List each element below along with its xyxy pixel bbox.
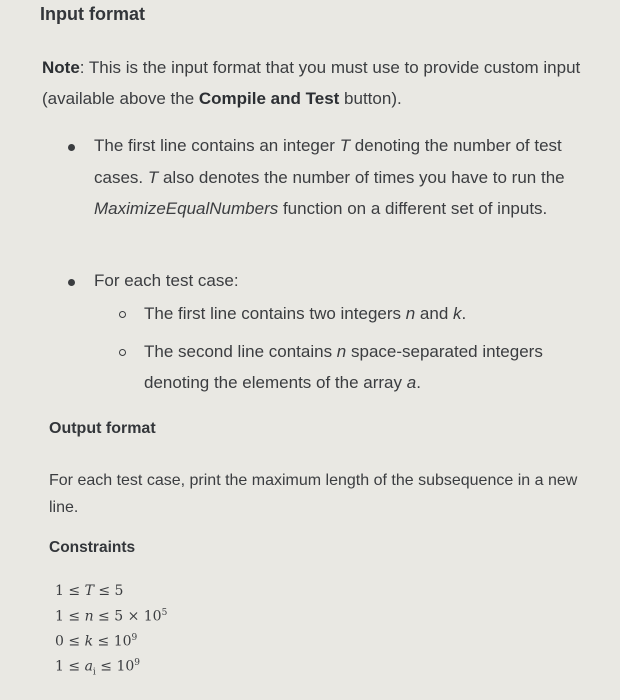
constraint-lo: 1 [55, 658, 64, 675]
constraint-sub: i [92, 667, 96, 678]
constraint-hi: 5 [114, 583, 124, 599]
output-format-text: For each test case, print the maximum length of the subsequence in a new line. [49, 472, 578, 516]
bullet-each-test-case: For each test case: [94, 271, 239, 290]
sub-bullet-text: The second line contains [144, 342, 337, 361]
sub-bullet-ring [119, 349, 126, 356]
note-label: Note [42, 58, 80, 77]
bullet-dot [68, 144, 75, 151]
bullet-text: The first line contains an integer [94, 136, 340, 155]
constraint-op: ≤ [93, 633, 114, 650]
variable-k: k [453, 304, 462, 323]
bullet-dot [68, 279, 75, 286]
constraint-var: k [84, 633, 94, 650]
constraint-op: ≤ [63, 583, 85, 599]
variable-n: n [405, 304, 416, 323]
sub-bullet-text: space-separated integers denoting the elements of the array [144, 342, 543, 392]
note-text-1: : This is the input format that you must use to provide custom input (available above the [42, 58, 581, 108]
constraint-k [55, 633, 137, 650]
note-text-2: button). [339, 89, 402, 108]
constraint-var: n [84, 608, 94, 625]
constraint-op: ≤ [63, 633, 85, 650]
constraint-exp: 9 [131, 633, 138, 643]
bullet-first-line [94, 130, 606, 225]
constraint-T [55, 583, 123, 599]
bullet-text: function on a different set of inputs. [278, 199, 548, 218]
bullet-text: also denotes the number of times you have to run the [158, 167, 565, 187]
sub-bullet-text: . [416, 373, 421, 392]
constraints-heading: Constraints [49, 539, 136, 556]
constraint-hi: 5 × 10 [114, 608, 162, 625]
constraint-op: ≤ [95, 658, 117, 675]
constraint-hi: 10 [116, 658, 135, 675]
sub-bullet-ring [119, 311, 126, 318]
constraint-lo: 1 [55, 608, 64, 625]
function-name: MaximizeEqualNumbers [94, 199, 279, 218]
variable-a: a [406, 373, 417, 392]
input-note [42, 52, 602, 114]
sub-bullet-text: The first line contains two integers [144, 304, 406, 323]
constraint-var: T [84, 583, 94, 599]
constraint-a [55, 658, 140, 677]
sub-bullet-second-line [144, 336, 604, 398]
bullet-text: denoting the number of test cases. [94, 136, 562, 187]
compile-and-test-label: Compile and Test [198, 89, 340, 108]
constraint-lo: 1 [55, 583, 64, 599]
constraint-hi: 10 [113, 633, 132, 650]
constraint-op: ≤ [63, 608, 85, 625]
constraint-op: ≤ [93, 608, 115, 625]
constraint-op: ≤ [63, 658, 85, 675]
constraint-exp: 9 [134, 658, 141, 668]
output-format-heading: Output format [49, 420, 156, 437]
variable-T: T [339, 136, 351, 155]
input-format-heading: Input format [40, 4, 145, 24]
constraint-n [55, 608, 167, 625]
constraint-op: ≤ [93, 583, 115, 599]
variable-T: T [147, 167, 159, 187]
constraint-var: a [84, 658, 93, 675]
sub-bullet-first-line [144, 298, 604, 329]
variable-n: n [336, 342, 347, 361]
constraint-exp: 5 [161, 608, 168, 618]
sub-bullet-text: and [415, 304, 454, 323]
constraint-lo: 0 [55, 633, 64, 650]
sub-bullet-text: . [461, 304, 467, 323]
